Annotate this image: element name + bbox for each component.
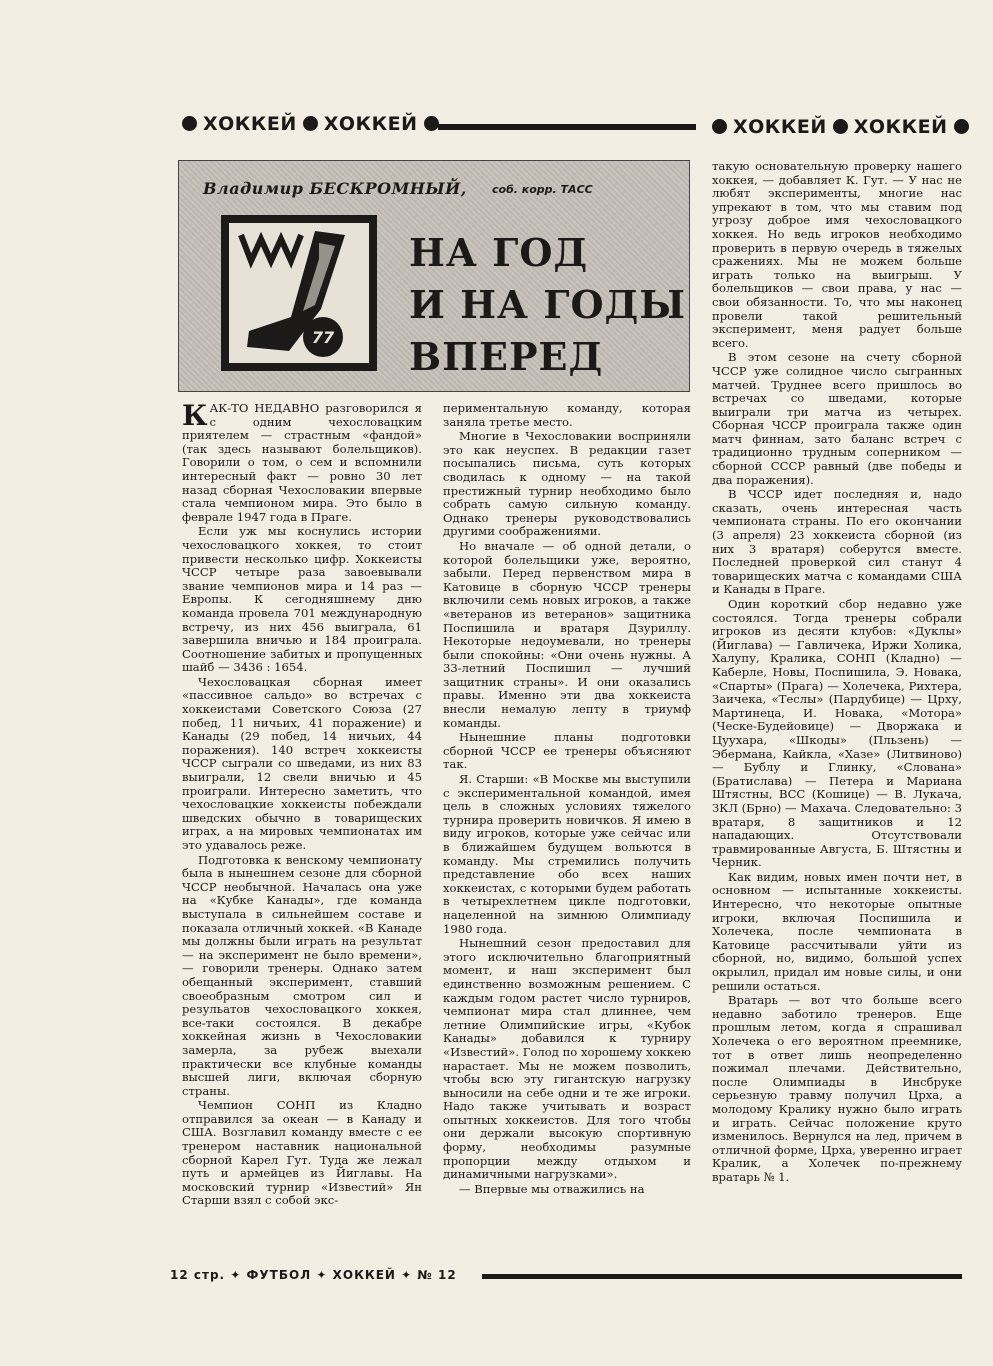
bullet-dot-icon xyxy=(303,116,318,131)
paragraph: В ЧССР идет последняя и, надо сказать, очень интересная часть чемпионата страны. По его окончании (3 апреля) 23 хоккеиста сборной (из них 3 вратаря) соберутся вместе. Последней проверкой сил станут 4 товарищеских матча с командами США и Канады в Праге. xyxy=(712,487,962,597)
author-role: соб. корр. ТАСС xyxy=(492,183,593,196)
header-rule xyxy=(438,124,696,130)
section-label: ХОККЕЙ xyxy=(203,113,297,135)
paragraph: — Впервые мы отважились на xyxy=(459,1181,645,1196)
paragraph: Нынешний сезон предоставил для этого исключительно благоприятный момент, и наш эксперимент был единственно возможным решением. С каждым годом растет число турниров, чемпионат мира стал длиннее, чем летние Олимпийские игры, «Кубок Канады» добавился к турниру «Известий». Голод по хорошему хоккею нарастает. Мы не можем позволить, чтобы всю эту гигантскую нагрузку выносили на себе одни и те же игроки. Надо также учитывать и возраст опытных хоккеистов. Для того чтобы они держали высокую спортивную форму, необходимы разумные пропорции между отдыхом и динамичными нагрузками». xyxy=(443,936,691,1182)
paragraph: Нынешние планы подготовки сборной ЧССР ее тренеры объясняют так. xyxy=(443,730,691,772)
diamond-icon: ✦ xyxy=(230,1268,242,1282)
bullet-dot-icon xyxy=(954,119,969,134)
paragraph: КАК-ТО НЕДАВНО разговорился я с одним чехословацким приятелем — страстным «фандой» (так здесь называют болельщиков). Говорили о том, о сем и вспомнили интересный факт — ровно 30 лет назад сборная Чехословакии впервые стала чемпионом мира. Это было в феврале 1947 года в Праге. xyxy=(182,402,422,524)
paragraph: Один короткий сбор недавно уже состоялся. Тогда тренеры собрали игроков из десяти клубов: «Дуклы» (Йиглава) — Гавличека, Иржи Холика, Халупу, Кралика, СОНП (Кладно) — Каберле, Новы, Поспишила, Э. Новака, «Спарты» (Прага) — Холечека, Рихтера, Заичека, «Теслы» (Пардубице) — Црху, Мартинеца, И. Новака, «Мотора» (Ческе-Будейовице) — Дворжака и Цуухара, «Шкоды» (Пльзень) — Эбермана, Кайкла, «Хазе» (Литвиново) — Бублу и Глинку, «Слована» (Братислава) — Петера и Мариана Штястны, ВСС (Кошице) — В. Лукача, ЗКЛ (Брно) — Махача. Следовательно: 3 вратаря, 8 защитников и 12 нападающих. Отсутствовали травмированные Августа, Б. Штястны и Черник. xyxy=(712,597,962,870)
bullet-dot-icon xyxy=(712,119,727,134)
paragraph: Чехословацкая сборная имеет «пассивное сальдо» во встречах с хоккеистами Советского Союза (27 побед, 11 ничьих, 41 поражение) и Канады (29 побед, 14 ничьих, 44 поражения). 140 встреч хоккеисты ЧССР сыграли со шведами, из них 83 выиграли, 12 свели вничью и 45 проиграли. Интересно заметить, что чехословацкие хоккеисты побеждали шведских обычно в товарищеских играх, а на мировых чемпионатах им это удавалось реже. xyxy=(182,674,422,852)
diamond-icon: ✦ xyxy=(316,1268,328,1282)
issue-number: № 12 xyxy=(417,1268,457,1282)
text-column-1 xyxy=(182,402,422,1262)
paragraph: Многие в Чехословакии восприняли это как неуспех. В редакции газет посыпались письма, суть которых сводилась к одному — на такой престижный турнир необходимо было собрать самую сильную команду. Однако тренеры руководствовались другими соображениями. xyxy=(443,429,691,539)
author-name: Владимир БЕСКРОМНЫЙ, xyxy=(203,179,467,198)
footer-rule xyxy=(482,1274,962,1279)
drop-cap: К xyxy=(182,402,208,432)
paragraph: Подготовка к венскому чемпионату была в нынешнем сезоне для сборной ЧССР необычной. Началась она уже на «Кубке Канады», где команда выступала в сильнейшем составе и показала отличный хоккей. «В Канаде мы должны были играть на результат — на эксперимент не было времени», — говорили тренеры. Однако затем обещанный эксперимент, ставший своеобразным смотром сил и резульатов чехословацкого хоккея, все-таки состоялся. В декабре хоккейная жизнь в Чехословакии замерла, за рубеж выехали практически все клубные команды высшей лиги, включая сборную страны. xyxy=(182,852,422,1098)
publication-title: ФУТБОЛ xyxy=(246,1268,312,1282)
publication-section: ХОККЕЙ xyxy=(332,1268,396,1282)
section-label: ХОККЕЙ xyxy=(853,116,948,138)
headline-line: И НА ГОДЫ xyxy=(409,282,687,327)
headline xyxy=(409,227,686,383)
headline-line: НА ГОД xyxy=(409,230,589,275)
bullet-dot-icon xyxy=(182,116,197,131)
section-header-right xyxy=(706,116,975,138)
paragraph: Если уж мы коснулись истории чехословацкого хоккея, то стоит привести несколько цифр. Хоккеисты ЧССР четыре раза завоевывали звание чемпионов мира и 14 раз — Европы. К сегодняшнему дню команда провела 701 международную встречу, из них 456 выиграла, 61 завершила вничью и 184 проиграла. Соотношение забитых и пропущенных шайб — 3436 : 1654. xyxy=(182,524,422,675)
paragraph: В этом сезоне на счету сборной ЧССР уже солидное число сыгранных матчей. Труднее всего пришлось во встречах со шведами, которые выиграли три матча из четырех. Сборная ЧССР проиграла также один матч финнам, зато баланс встреч с традиционно трудным соперником — сборной СССР равный (две победы и два поражения). xyxy=(712,350,962,487)
paragraph: периментальную команду, которая заняла третье место. xyxy=(443,402,691,429)
paragraph: Как видим, новых имен почти нет, в основном — испытанные хоккеисты. Интересно, что некоторые опытные игроки, включая Поспишила и Холечека, после чемпионата в Катовице рассчитывали уйти из сборной, но, видимо, большой успех окрылил, придал им новые силы, и они решили остаться. xyxy=(712,869,962,993)
page-footer xyxy=(170,1268,457,1282)
paragraph: Чемпион СОНП из Кладно отправился за океан — в Канаду и США. Возглавил команду вместе с ее тренером наставник национальной сборной Карел Гут. Туда же лежал путь и армейцев из Йиглавы. На московский турнир «Известий» Ян Старши взял с собой экс- xyxy=(182,1098,422,1208)
diamond-icon: ✦ xyxy=(401,1268,413,1282)
page-number: 12 стр. xyxy=(170,1268,226,1282)
section-label: ХОККЕЙ xyxy=(323,113,418,135)
bullet-dot-icon xyxy=(424,116,439,131)
bullet-dot-icon xyxy=(833,119,848,134)
section-header-left xyxy=(176,113,445,135)
paragraph: Я. Старши: «В Москве мы выступили с экспериментальной командой, имея цель в сложных условиях тяжелого турнира проверить новичков. Я имею в виду игроков, которые уже сейчас или в ближайшем будущем вольются в команду. Мы стремились получить представление обо всех наших хоккеистах, с которыми будем работать в четырехлетнем цикле подготовки, нацеленной на зимнюю Олимпиаду 1980 года. xyxy=(443,772,691,936)
logo-number: 77 xyxy=(311,328,335,347)
headline-line: ВПЕРЕД xyxy=(409,334,604,379)
paragraph: Но вначале — об одной детали, о которой болельщики уже, вероятно, забыли. Перед первенством мира в Катовице в сборную ЧССР тренеры включили семь новых игроков, а также «ветеранов из ветеранов» защитника Поспишила и вратаря Дзуриллу. Некоторые недоумевали, но тренеры были спокойны: «Они очень нужны. А 33-летний Поспишил — лучший защитник страны». И они оказались правы. Именно эти два хоккеиста внесли немалую лепту в триумф команды. xyxy=(443,538,691,730)
paragraph: такую основательную проверку нашего хоккея, — добавляет К. Гут. — У нас не любят эксперименты, многие нас упрекают в том, что мы ставим под угрозу доброе имя чехословацкого хоккея. Но ведь игроков необходимо проверить в первую очередь в тяжелых сражениях. Мы не можем больше играть только на выигрыш. У болельщиков — свои права, у нас — свои обязанности. То, что мы наконец провели такой решительный эксперимент, меня радует больше всего. xyxy=(712,160,962,350)
paragraph: Вратарь — вот что больше всего недавно заботило тренеров. Еще прошлым летом, когда я спрашивал Холечека о его вероятном преемнике, тот в ответ лишь неопределенно пожимал плечами. Действительно, после Олимпиады в Инсбруке серьезную травму получил Црха, а молодому Кралику нужно было играть и играть. Сейчас положение круто изменилось. Вернулся на лед, причем в отличной форме, Црха, уверенно играет Кралик, а Холечек по-прежнему вратарь № 1. xyxy=(712,993,962,1184)
section-label: ХОККЕЙ xyxy=(733,116,827,138)
hockey-stick-logo-icon xyxy=(219,213,379,373)
text-column-2 xyxy=(443,402,691,1262)
text-column-3 xyxy=(712,160,962,1265)
article-title-box xyxy=(178,160,690,392)
